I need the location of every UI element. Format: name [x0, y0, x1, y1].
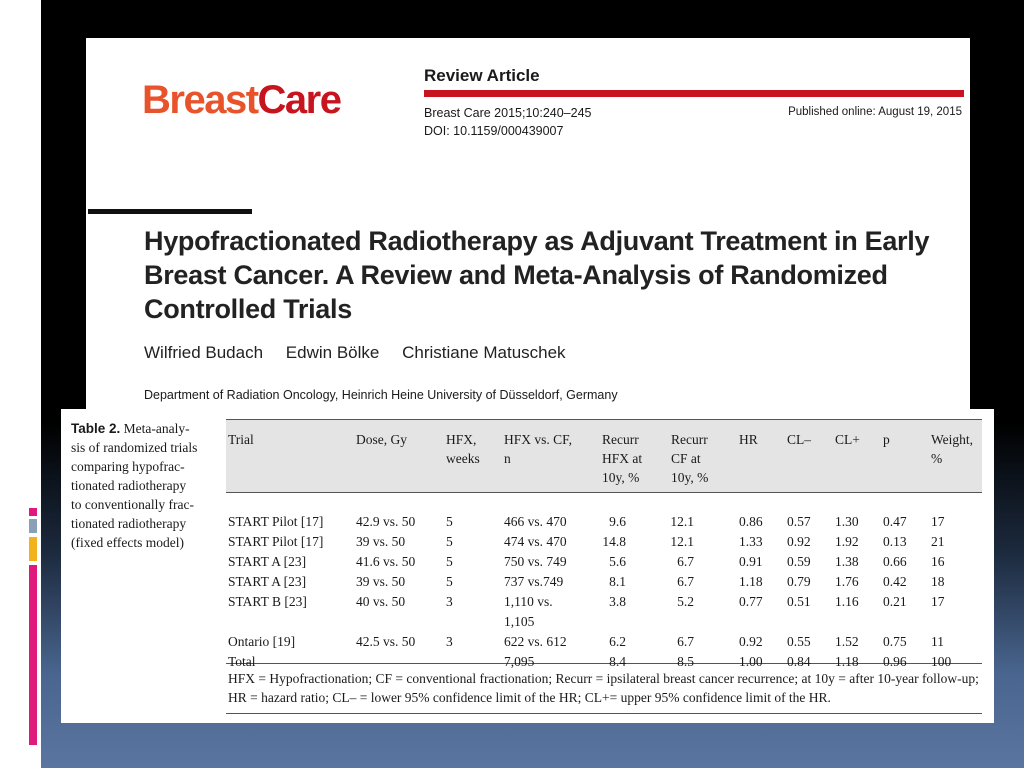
- logo-word-care: Care: [257, 78, 341, 122]
- table-cell: 0.55: [787, 634, 811, 649]
- doi: DOI: 10.1159/000439007: [424, 124, 564, 138]
- table-cell: 0.21: [883, 594, 907, 609]
- table-cell: 0.86: [739, 514, 763, 529]
- table-cell: 11: [931, 634, 944, 649]
- logo-word-breast: Breast: [142, 78, 258, 122]
- table-cell: 1.00: [739, 654, 763, 669]
- author-name: Wilfried Budach: [144, 343, 264, 362]
- table-caption-line: sis of randomized trials: [71, 440, 198, 455]
- table-top-rule: [226, 419, 982, 420]
- table-cell: 42.9 vs. 50: [356, 514, 416, 529]
- journal-logo: [142, 78, 340, 123]
- table-cell: 3.8: [609, 594, 626, 609]
- table-caption-line: Meta-analy-: [120, 421, 190, 436]
- table-header-cell: 10y, %: [671, 470, 709, 485]
- table-header-cell: CL–: [787, 432, 812, 447]
- table-cell: 39 vs. 50: [356, 574, 406, 589]
- table-cell: 5: [446, 534, 453, 549]
- table-cell: 0.79: [787, 574, 811, 589]
- table-cell: 5: [446, 574, 453, 589]
- table-cell: 9.6: [609, 514, 626, 529]
- table-cell: 6.2: [609, 634, 626, 649]
- table-cell: 5.2: [677, 594, 694, 609]
- table-header-rule: [226, 492, 982, 493]
- table-row-label: START B [23]: [228, 594, 307, 609]
- table-cell: 0.57: [787, 514, 811, 529]
- table-cell: 17: [931, 594, 945, 609]
- table-cell: 0.77: [739, 594, 763, 609]
- table-footnote: HFX = Hypofractionation; CF = conventional fractionation; Recurr = ipsilateral breast cancer recurrence; at 10y = after 10-year follow-up; HR = hazard ratio; CL– = lower 95% confidence limit of the HR; CL+= upper 95% confidence limit of the HR.: [228, 671, 979, 705]
- table-header-cell: CL+: [835, 432, 860, 447]
- table-header-cell: HFX,: [446, 432, 477, 447]
- table-header-cell: CF at: [671, 451, 701, 466]
- table-cell: 8.4: [609, 654, 626, 669]
- table-cell: 21: [931, 534, 945, 549]
- table-cell: 1.33: [739, 534, 763, 549]
- table-end-rule: [226, 713, 982, 714]
- table-header-cell: 10y, %: [602, 470, 640, 485]
- table-cell: 17: [931, 514, 945, 529]
- table-caption-line: comparing hypofrac-: [71, 459, 185, 474]
- table-header-cell: HR: [739, 432, 758, 447]
- published-date: Published online: August 19, 2015: [788, 106, 962, 118]
- table-header-cell: Recurr: [671, 432, 708, 447]
- table-header-cell: HFX vs. CF,: [504, 432, 572, 447]
- table-row-label: START Pilot [17]: [228, 534, 324, 549]
- table-cell: 1.30: [835, 514, 859, 529]
- table-cell: 3: [446, 594, 453, 609]
- table-row-label: START A [23]: [228, 574, 307, 589]
- table-header-cell: Weight,: [931, 432, 974, 447]
- table-cell: 1,110 vs.: [504, 594, 553, 609]
- table-cell: 750 vs. 749: [504, 554, 567, 569]
- table-cell: 6.7: [677, 634, 694, 649]
- table-cell: 622 vs. 612: [504, 634, 567, 649]
- accent-bar-gray: [29, 519, 37, 533]
- table-cell: 42.5 vs. 50: [356, 634, 416, 649]
- table-cell: 0.75: [883, 634, 907, 649]
- table-cell: 0.66: [883, 554, 907, 569]
- table-cell: 100: [931, 654, 952, 669]
- table-cell: 6.7: [677, 574, 694, 589]
- table-row-label: START Pilot [17]: [228, 514, 324, 529]
- table-cell: 0.42: [883, 574, 907, 589]
- table-cell: 466 vs. 470: [504, 514, 567, 529]
- table-caption-line: (fixed effects model): [71, 535, 184, 550]
- author-name: Edwin Bölke: [285, 343, 380, 362]
- table-cell: 1.18: [835, 654, 859, 669]
- author-name: Christiane Matuschek: [402, 343, 566, 362]
- table-cell: 39 vs. 50: [356, 534, 406, 549]
- table-header-cell: Recurr: [602, 432, 639, 447]
- table-cell: 0.92: [787, 534, 811, 549]
- table-row-label: START A [23]: [228, 554, 307, 569]
- table-cell: 18: [931, 574, 945, 589]
- table-bottom-rule: [226, 663, 982, 664]
- table-cell: 474 vs. 470: [504, 534, 567, 549]
- table-caption-line: tionated radiotherapy: [71, 478, 187, 493]
- table-cell: 0.13: [883, 534, 907, 549]
- table-row-label: Ontario [19]: [228, 634, 296, 649]
- table-cell: 0.92: [739, 634, 763, 649]
- table-cell: 12.1: [670, 514, 694, 529]
- table-cell: 5.6: [609, 554, 626, 569]
- table-header-cell: Dose, Gy: [356, 432, 407, 447]
- table-header-cell: weeks: [446, 451, 480, 466]
- table-cell: 1.92: [835, 534, 859, 549]
- table-cell: 5: [446, 514, 453, 529]
- table-cell: 737 vs.749: [504, 574, 564, 589]
- table-cell: 0.47: [883, 514, 907, 529]
- author-list: [144, 343, 584, 363]
- header-red-rule: [424, 90, 964, 97]
- table-header-cell: p: [883, 432, 890, 447]
- table-row-label: Total: [228, 654, 256, 669]
- table-caption: [71, 419, 211, 552]
- table-header-cell: %: [931, 451, 943, 466]
- table-cell: 0.59: [787, 554, 811, 569]
- table-cell: 14.8: [602, 534, 626, 549]
- table-cell: 1.76: [835, 574, 859, 589]
- citation: Breast Care 2015;10:240–245: [424, 106, 592, 120]
- table-cell: 5: [446, 554, 453, 569]
- table-caption-line: tionated radiotherapy: [71, 516, 187, 531]
- article-title: Hypofractionated Radiotherapy as Adjuvant Treatment in Early Breast Cancer. A Review and Meta-Analysis of Randomized Controlled Trials: [144, 226, 930, 324]
- article-header-image: [86, 38, 970, 410]
- table-cell: 1,105: [504, 614, 535, 629]
- table-caption-label: Table 2.: [71, 421, 121, 436]
- table-cell: 0.84: [787, 654, 811, 669]
- table-cell: 1.52: [835, 634, 859, 649]
- table-header-cell: Trial: [228, 432, 254, 447]
- accent-bar-yellow: [29, 537, 37, 561]
- table-cell: 16: [931, 554, 945, 569]
- accent-bar-pink: [29, 508, 37, 516]
- table-header-cell: HFX at: [602, 451, 643, 466]
- table-cell: 3: [446, 634, 453, 649]
- table-cell: 7,095: [504, 654, 535, 669]
- meta-analysis-table-panel: [61, 409, 994, 723]
- table-cell: 1.38: [835, 554, 859, 569]
- table-caption-line: to conventionally frac-: [71, 497, 194, 512]
- table-cell: 0.96: [883, 654, 907, 669]
- accent-bar-magenta: [29, 565, 37, 745]
- table-cell: 1.16: [835, 594, 859, 609]
- table-cell: 12.1: [670, 534, 694, 549]
- table-cell: 1.18: [739, 574, 763, 589]
- table-cell: 8.1: [609, 574, 626, 589]
- affiliation: Department of Radiation Oncology, Heinrich Heine University of Düsseldorf, Germany: [144, 388, 618, 402]
- table-header-cell: n: [504, 451, 511, 466]
- table-cell: 6.7: [677, 554, 694, 569]
- table-cell: 0.51: [787, 594, 811, 609]
- article-type-label: Review Article: [424, 66, 540, 85]
- table-cell: 40 vs. 50: [356, 594, 406, 609]
- table-cell: 0.91: [739, 554, 763, 569]
- table-cell: 8.5: [677, 654, 694, 669]
- title-divider-bar: [88, 209, 252, 214]
- table-cell: 41.6 vs. 50: [356, 554, 416, 569]
